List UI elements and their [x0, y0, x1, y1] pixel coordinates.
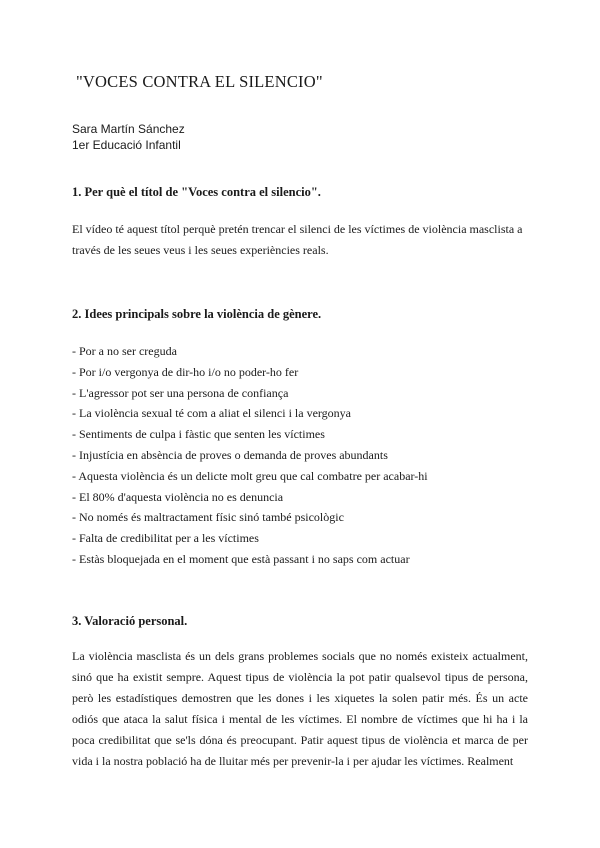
author-block: [72, 121, 185, 153]
list-item: - Estàs bloquejada en el moment que està passant i no saps com actuar: [72, 551, 410, 566]
course-name: 1er Educació Infantil: [72, 138, 181, 152]
list-item: - Sentiments de culpa i fàstic que senten les víctimes: [72, 427, 325, 442]
list-item: - El 80% d'aquesta violència no es denuncia: [72, 489, 284, 504]
list-item: - Por a no ser creguda: [72, 344, 177, 358]
author-name: Sara Martín Sánchez: [72, 122, 185, 136]
list-item: - Aquesta violència és un delicte molt greu que cal combatre per acabar-hi: [72, 468, 428, 483]
document-title: "VOCES CONTRA EL SILENCIO": [76, 72, 323, 91]
section-2-heading: 2. Idees principals sobre la violència de gènere.: [72, 307, 322, 321]
list-item: - Injustícia en absència de proves o demanda de proves abundants: [72, 447, 388, 462]
list-item: - L'agressor pot ser una persona de confiança: [72, 385, 289, 400]
section-3-body: La violència masclista és un dels grans problemes socials que no només existeix actualment, sinó que ha existit sempre. Aquest tipus de violència la pot patir qualsevol tipus de persona, però les estadístiques demostren que les dones i les xiquetes la solen patir més. És un acte odiós que ataca la salut física i mental de les víctimes. El nombre de víctimes que hi ha i la poca credibilitat que se'ls dóna és preocupant. Patir aquest tipus de violència et marca de per vida i la nostra població ha de lluitar més per prevenir-la i per ajudar les víctimes. Realment: [72, 649, 528, 768]
list-item: - La violència sexual té com a aliat el silenci i la vergonya: [72, 406, 351, 421]
list-item: - Por i/o vergonya de dir-ho i/o no poder-ho fer: [72, 364, 299, 379]
section-3-heading: 3. Valoració personal.: [72, 614, 188, 628]
main-ideas-list: [72, 341, 428, 570]
list-item: - No només és maltractament físic sinó també psicològic: [72, 510, 344, 525]
section-1-heading: 1. Per què el títol de "Voces contra el silencio".: [72, 185, 321, 199]
section-1-body: El vídeo té aquest títol perquè pretén trencar el silenci de les víctimes de violència masclista a través de les seues veus i les seues experiències reals.: [72, 222, 523, 257]
list-item: - Falta de credibilitat per a les víctimes: [72, 531, 259, 546]
